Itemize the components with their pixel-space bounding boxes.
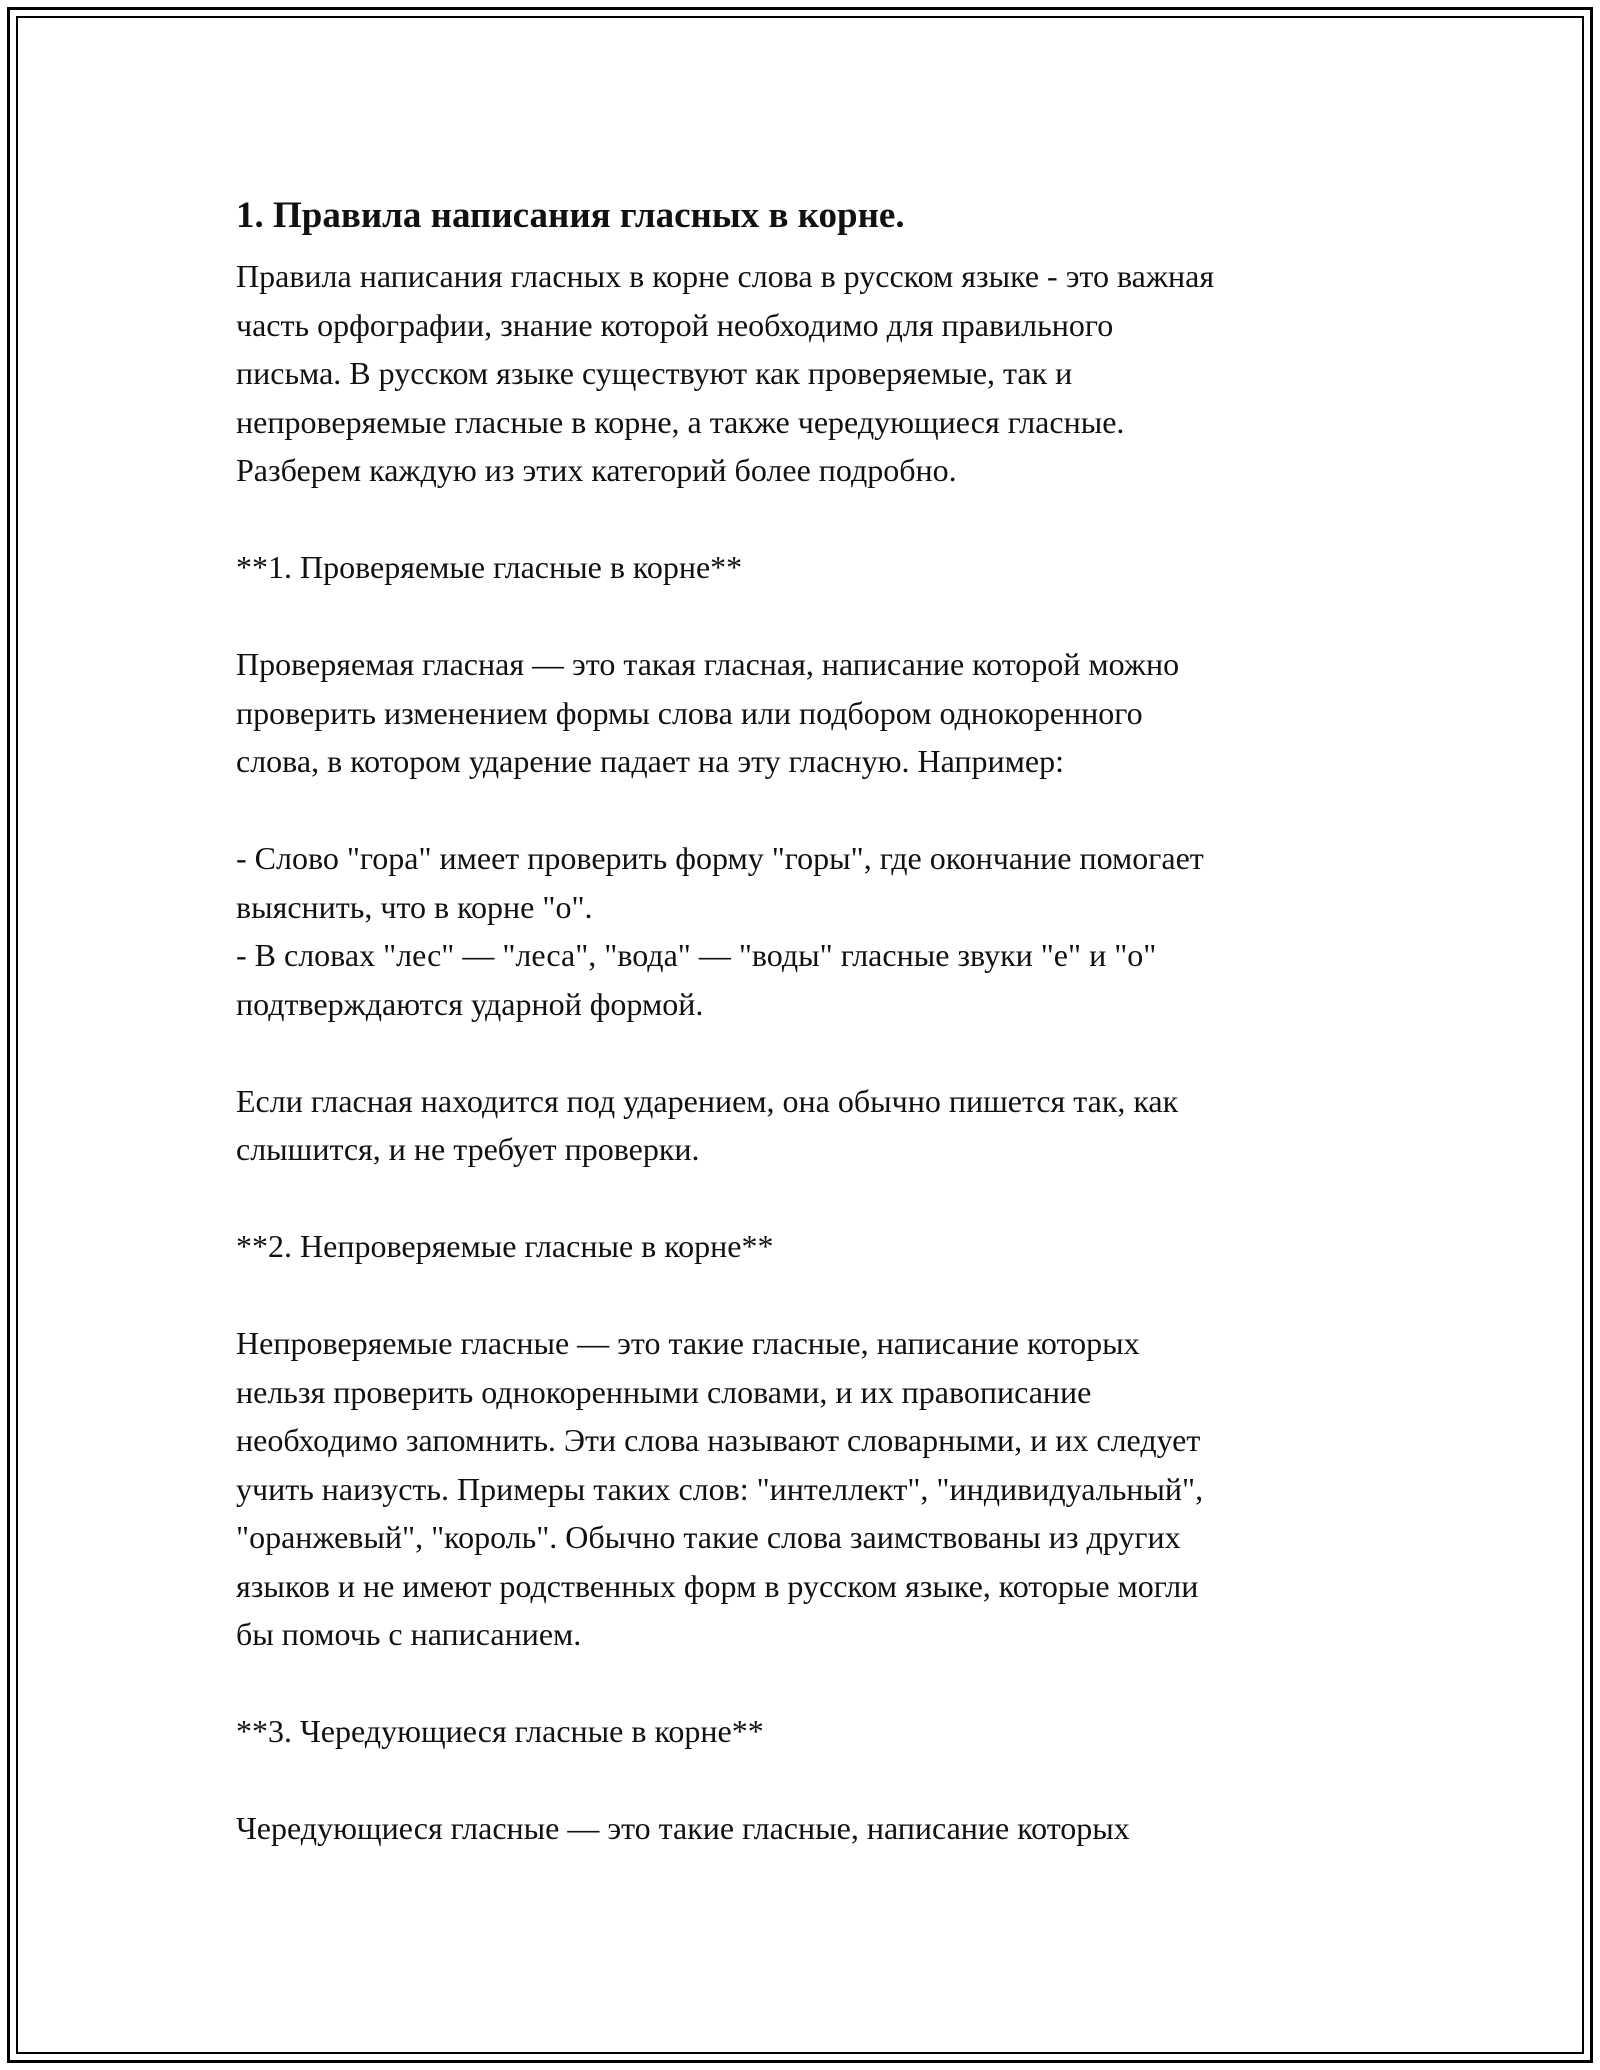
paragraph-alternating-definition: Чередующиеся гласные — это такие гласные, написание которых (236, 1810, 1130, 1846)
paragraph-intro: Правила написания гласных в корне слова в русском языке - это важная часть орфографии, знание которой необходимо для правильного письма. В русском языке существуют как проверяемые, так и непроверяемые гласные в корне, а также чередующиеся гласные. Разберем каждую из этих категорий более подробно. (236, 258, 1215, 488)
document-body (236, 188, 1386, 1853)
document-heading: 1. Правила написания гласных в корне. (236, 195, 905, 236)
paragraph-checkable-examples: - Слово "гора" имеет проверить форму "горы", где окончание помогает выяснить, что в корне "о". - В словах "лес" — "леса", "вода" — "воды" гласные звуки "е" и "о" подтверждаются ударной формой. (236, 840, 1204, 1022)
paragraph-uncheckable-definition: Непроверяемые гласные — это такие гласные, написание которых нельзя проверить однокоренными словами, и их правописание необходимо запомнить. Эти слова называют словарными, и их следует учить наизусть. Примеры таких слов: "интеллект", "индивидуальный", "оранжевый", "король". Обычно такие слова заимствованы из других языков и не имеют родственных форм в русском языке, которые могли бы помочь с написанием. (236, 1325, 1204, 1652)
paragraph-checkable-definition: Проверяемая гласная — это такая гласная, написание которой можно проверить изменением формы слова или подбором однокоренного слова, в котором ударение падает на эту гласную. Например: (236, 646, 1180, 779)
paragraph-stressed-vowel: Если гласная находится под ударением, она обычно пишется так, как слышится, и не требует проверки. (236, 1082, 1179, 1167)
section-title-alternating: **3. Чередующиеся гласные в корне** (236, 1713, 764, 1749)
section-title-checkable: **1. Проверяемые гласные в корне** (236, 549, 743, 585)
section-title-uncheckable: **2. Непроверяемые гласные в корне** (236, 1228, 774, 1264)
